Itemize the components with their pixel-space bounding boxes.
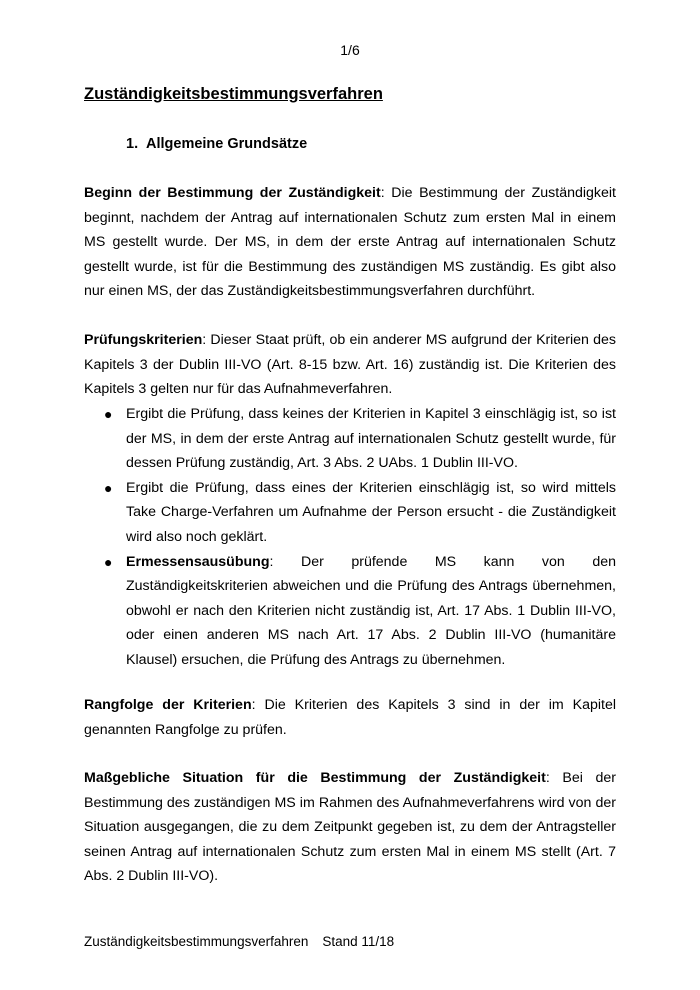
- list-item-text: : Der prüfende MS kann von den Zuständigkeitskriterien abweichen und die Prüfung des Antrags übernehmen, obwohl er nach den Kriterien nicht zuständig ist, Art. 17 Abs. 1 Dublin III-VO, oder einen anderen MS nach Art. 17 Abs. 2 Dublin III-VO (humanitäre Klausel) ersuchen, die Prüfung des Antrags zu übernehmen.: [126, 553, 616, 668]
- paragraph-massgebliche-situation: [84, 766, 616, 889]
- section-heading: [126, 136, 307, 152]
- section-heading-text: Allgemeine Grundsätze: [146, 136, 308, 152]
- footer-title: Zuständigkeitsbestimmungsverfahren: [84, 934, 309, 949]
- paragraph-beginn: [84, 181, 616, 304]
- paragraph-pruefungskriterien: [84, 328, 616, 402]
- list-item: [84, 550, 616, 673]
- list-item: [84, 402, 616, 476]
- list-item-text: Ergibt die Prüfung, dass keines der Kriterien in Kapitel 3 einschlägig ist, so ist der MS, in dem der erste Antrag auf internationalen Schutz gestellt wurde, für dessen Prüfung zuständig, Art. 3 Abs. 2 UAbs. 1 Dublin III-VO.: [126, 406, 616, 472]
- paragraph-text: : Dieser Staat prüft, ob ein anderer MS aufgrund der Kriterien des Kapitels 3 der Dublin III-VO (Art. 8-15 bzw. Art. 16) zuständig ist. Die Kriterien des Kapitels 3 gelten nur für das Aufnahmeverfahren.: [84, 332, 616, 398]
- bullet-list: [84, 402, 616, 673]
- paragraph-text: : Bei der Bestimmung des zuständigen MS im Rahmen des Aufnahmeverfahrens wird von der Situation ausgegangen, die zu dem Zeitpunkt gegeben ist, zu dem der Antragsteller seinen Antrag auf internationalen Schutz zum ersten Mal in einem MS stellt (Art. 7 Abs. 2 Dublin III-VO).: [84, 770, 616, 885]
- paragraph-text: : Die Bestimmung der Zuständigkeit beginnt, nachdem der Antrag auf internationalen Schutz zum ersten Mal in einem MS gestellt wurde. Der MS, in dem der erste Antrag auf internationalen Schutz gestellt wurde, ist für die Bestimmung des zuständigen MS zuständig. Es gibt also nur einen MS, der das Zuständigkeitsbestimmungsverfahren durchführt.: [84, 185, 616, 300]
- page-footer: [84, 934, 394, 949]
- section-number: 1.: [126, 136, 139, 152]
- document-title: Zuständigkeitsbestimmungsverfahren: [84, 85, 383, 103]
- bullet-icon: ●: [104, 406, 113, 422]
- page-number: 1/6: [340, 42, 360, 58]
- list-item-lead: Ermessensausübung: [126, 553, 270, 570]
- paragraph-lead: Beginn der Bestimmung der Zuständigkeit: [84, 185, 381, 201]
- paragraph-text: : Die Kriterien des Kapitels 3 sind in der im Kapitel genannten Rangfolge zu prüfen.: [84, 697, 617, 738]
- bullet-icon: ●: [104, 553, 113, 570]
- paragraph-rangfolge: [84, 693, 616, 742]
- list-item: [84, 476, 616, 550]
- paragraph-lead: Rangfolge der Kriterien: [84, 697, 252, 713]
- footer-stand: Stand 11/18: [322, 934, 395, 949]
- bullet-icon: ●: [104, 479, 113, 496]
- paragraph-lead: Prüfungskriterien: [84, 332, 203, 348]
- paragraph-lead: Maßgebliche Situation für die Bestimmung der Zuständigkeit: [84, 770, 546, 786]
- list-item-text: Ergibt die Prüfung, dass eines der Kriterien einschlägig ist, so wird mittels Take Charge-Verfahren um Aufnahme der Person ersucht - die Zuständigkeit wird also noch geklärt.: [126, 479, 616, 545]
